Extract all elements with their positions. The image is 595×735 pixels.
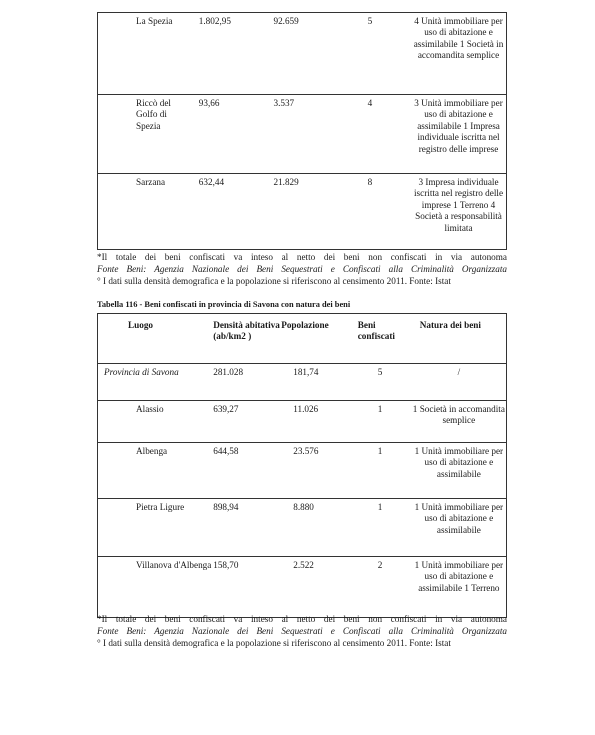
table-row	[98, 557, 507, 618]
cell-densita: 93,66	[193, 95, 260, 174]
cell-natura: 3 Unità immobiliare per uso di abitazione e assimilabile 1 Impresa individuale iscritta nel registro delle imprese	[411, 95, 506, 174]
cell-natura: 1 Unità immobiliare per uso di abitazione e assimilabile 1 Terreno	[412, 557, 507, 618]
cell-popolazione: 2.522	[281, 557, 358, 618]
header-densita: Densità abitativa (ab/km2 )	[213, 314, 281, 364]
cell-natura: 3 Impresa individuale iscritta nel registro delle imprese 1 Terreno 4 Società a responsabilità limitata	[411, 174, 506, 250]
cell-luogo: La Spezia	[98, 13, 193, 95]
footnote-totale: *Il totale dei beni confiscati va inteso al netto dei beni non confiscati in via autonoma	[97, 252, 507, 262]
cell-beni: 5	[350, 13, 411, 95]
cell-popolazione: 181,74	[281, 364, 358, 401]
cell-densita: 644,58	[213, 443, 281, 499]
cell-densita: 632,44	[193, 174, 260, 250]
cell-popolazione: 8.880	[281, 499, 358, 557]
cell-natura: 1 Società in accomandita semplice	[412, 401, 507, 443]
cell-beni: 4	[350, 95, 411, 174]
cell-popolazione: 23.576	[281, 443, 358, 499]
table-row	[98, 13, 507, 95]
cell-natura: /	[412, 364, 507, 401]
cell-luogo: Sarzana	[98, 174, 193, 250]
header-beni: Beni confiscati	[358, 314, 412, 364]
header-natura: Natura dei beni	[412, 314, 507, 364]
cell-luogo: Pietra Ligure	[98, 499, 214, 557]
cell-beni: 8	[350, 174, 411, 250]
cell-beni: 2	[358, 557, 412, 618]
cell-luogo: Provincia di Savona	[98, 364, 214, 401]
cell-beni: 1	[358, 499, 412, 557]
cell-luogo: Alassio	[98, 401, 214, 443]
cell-densita: 281.028	[213, 364, 281, 401]
cell-popolazione: 21.829	[259, 174, 349, 250]
footnote-fonte-text: Fonte Beni: Agenzia Nazionale dei Beni Sequestrati e Confiscati alla Criminalità Organizzata	[97, 626, 507, 636]
cell-beni: 5	[358, 364, 412, 401]
table-row	[98, 174, 507, 250]
cell-natura: 1 Unità immobiliare per uso di abitazione e assimilabile	[412, 443, 507, 499]
table-header-row	[98, 314, 507, 364]
footnote-istat: ° I dati sulla densità demografica e la popolazione si riferiscono al censimento 2011. Fonte: Istat	[97, 638, 451, 648]
table-row	[98, 443, 507, 499]
cell-luogo: Villanova d'Albenga	[98, 557, 214, 618]
footnote-totale: *Il totale dei beni confiscati va inteso al netto dei beni non confiscati in via autonoma	[97, 614, 507, 624]
table-row	[98, 499, 507, 557]
footnote-istat: ° I dati sulla densità demografica e la popolazione si riferiscono al censimento 2011. Fonte: Istat	[97, 276, 451, 286]
cell-natura: 1 Unità immobiliare per uso di abitazione e assimilabile	[412, 499, 507, 557]
footnote-fonte	[97, 626, 507, 637]
table-savona	[97, 313, 507, 618]
cell-densita: 898,94	[213, 499, 281, 557]
table-row	[98, 401, 507, 443]
cell-popolazione: 3.537	[259, 95, 349, 174]
footnote-fonte	[97, 264, 507, 275]
header-luogo: Luogo	[98, 314, 214, 364]
cell-beni: 1	[358, 443, 412, 499]
cell-luogo: Riccò del Golfo di Spezia	[98, 95, 193, 174]
cell-densita: 639,27	[213, 401, 281, 443]
cell-luogo: Albenga	[98, 443, 214, 499]
cell-beni: 1	[358, 401, 412, 443]
cell-popolazione: 11.026	[281, 401, 358, 443]
cell-densita: 158,70	[213, 557, 281, 618]
table-row	[98, 364, 507, 401]
table-row	[98, 95, 507, 174]
cell-popolazione: 92.659	[259, 13, 349, 95]
footnote-fonte-text: Fonte Beni: Agenzia Nazionale dei Beni Sequestrati e Confiscati alla Criminalità Organizzata	[97, 264, 507, 274]
table-la-spezia-continued	[97, 12, 507, 250]
header-popolazione: Popolazione	[281, 314, 358, 364]
cell-densita: 1.802,95	[193, 13, 260, 95]
table-caption: Tabella 116 - Beni confiscati in provincia di Savona con natura dei beni	[97, 300, 351, 309]
cell-natura: 4 Unità immobiliare per uso di abitazione e assimilabile 1 Società in accomandita semplice	[411, 13, 506, 95]
